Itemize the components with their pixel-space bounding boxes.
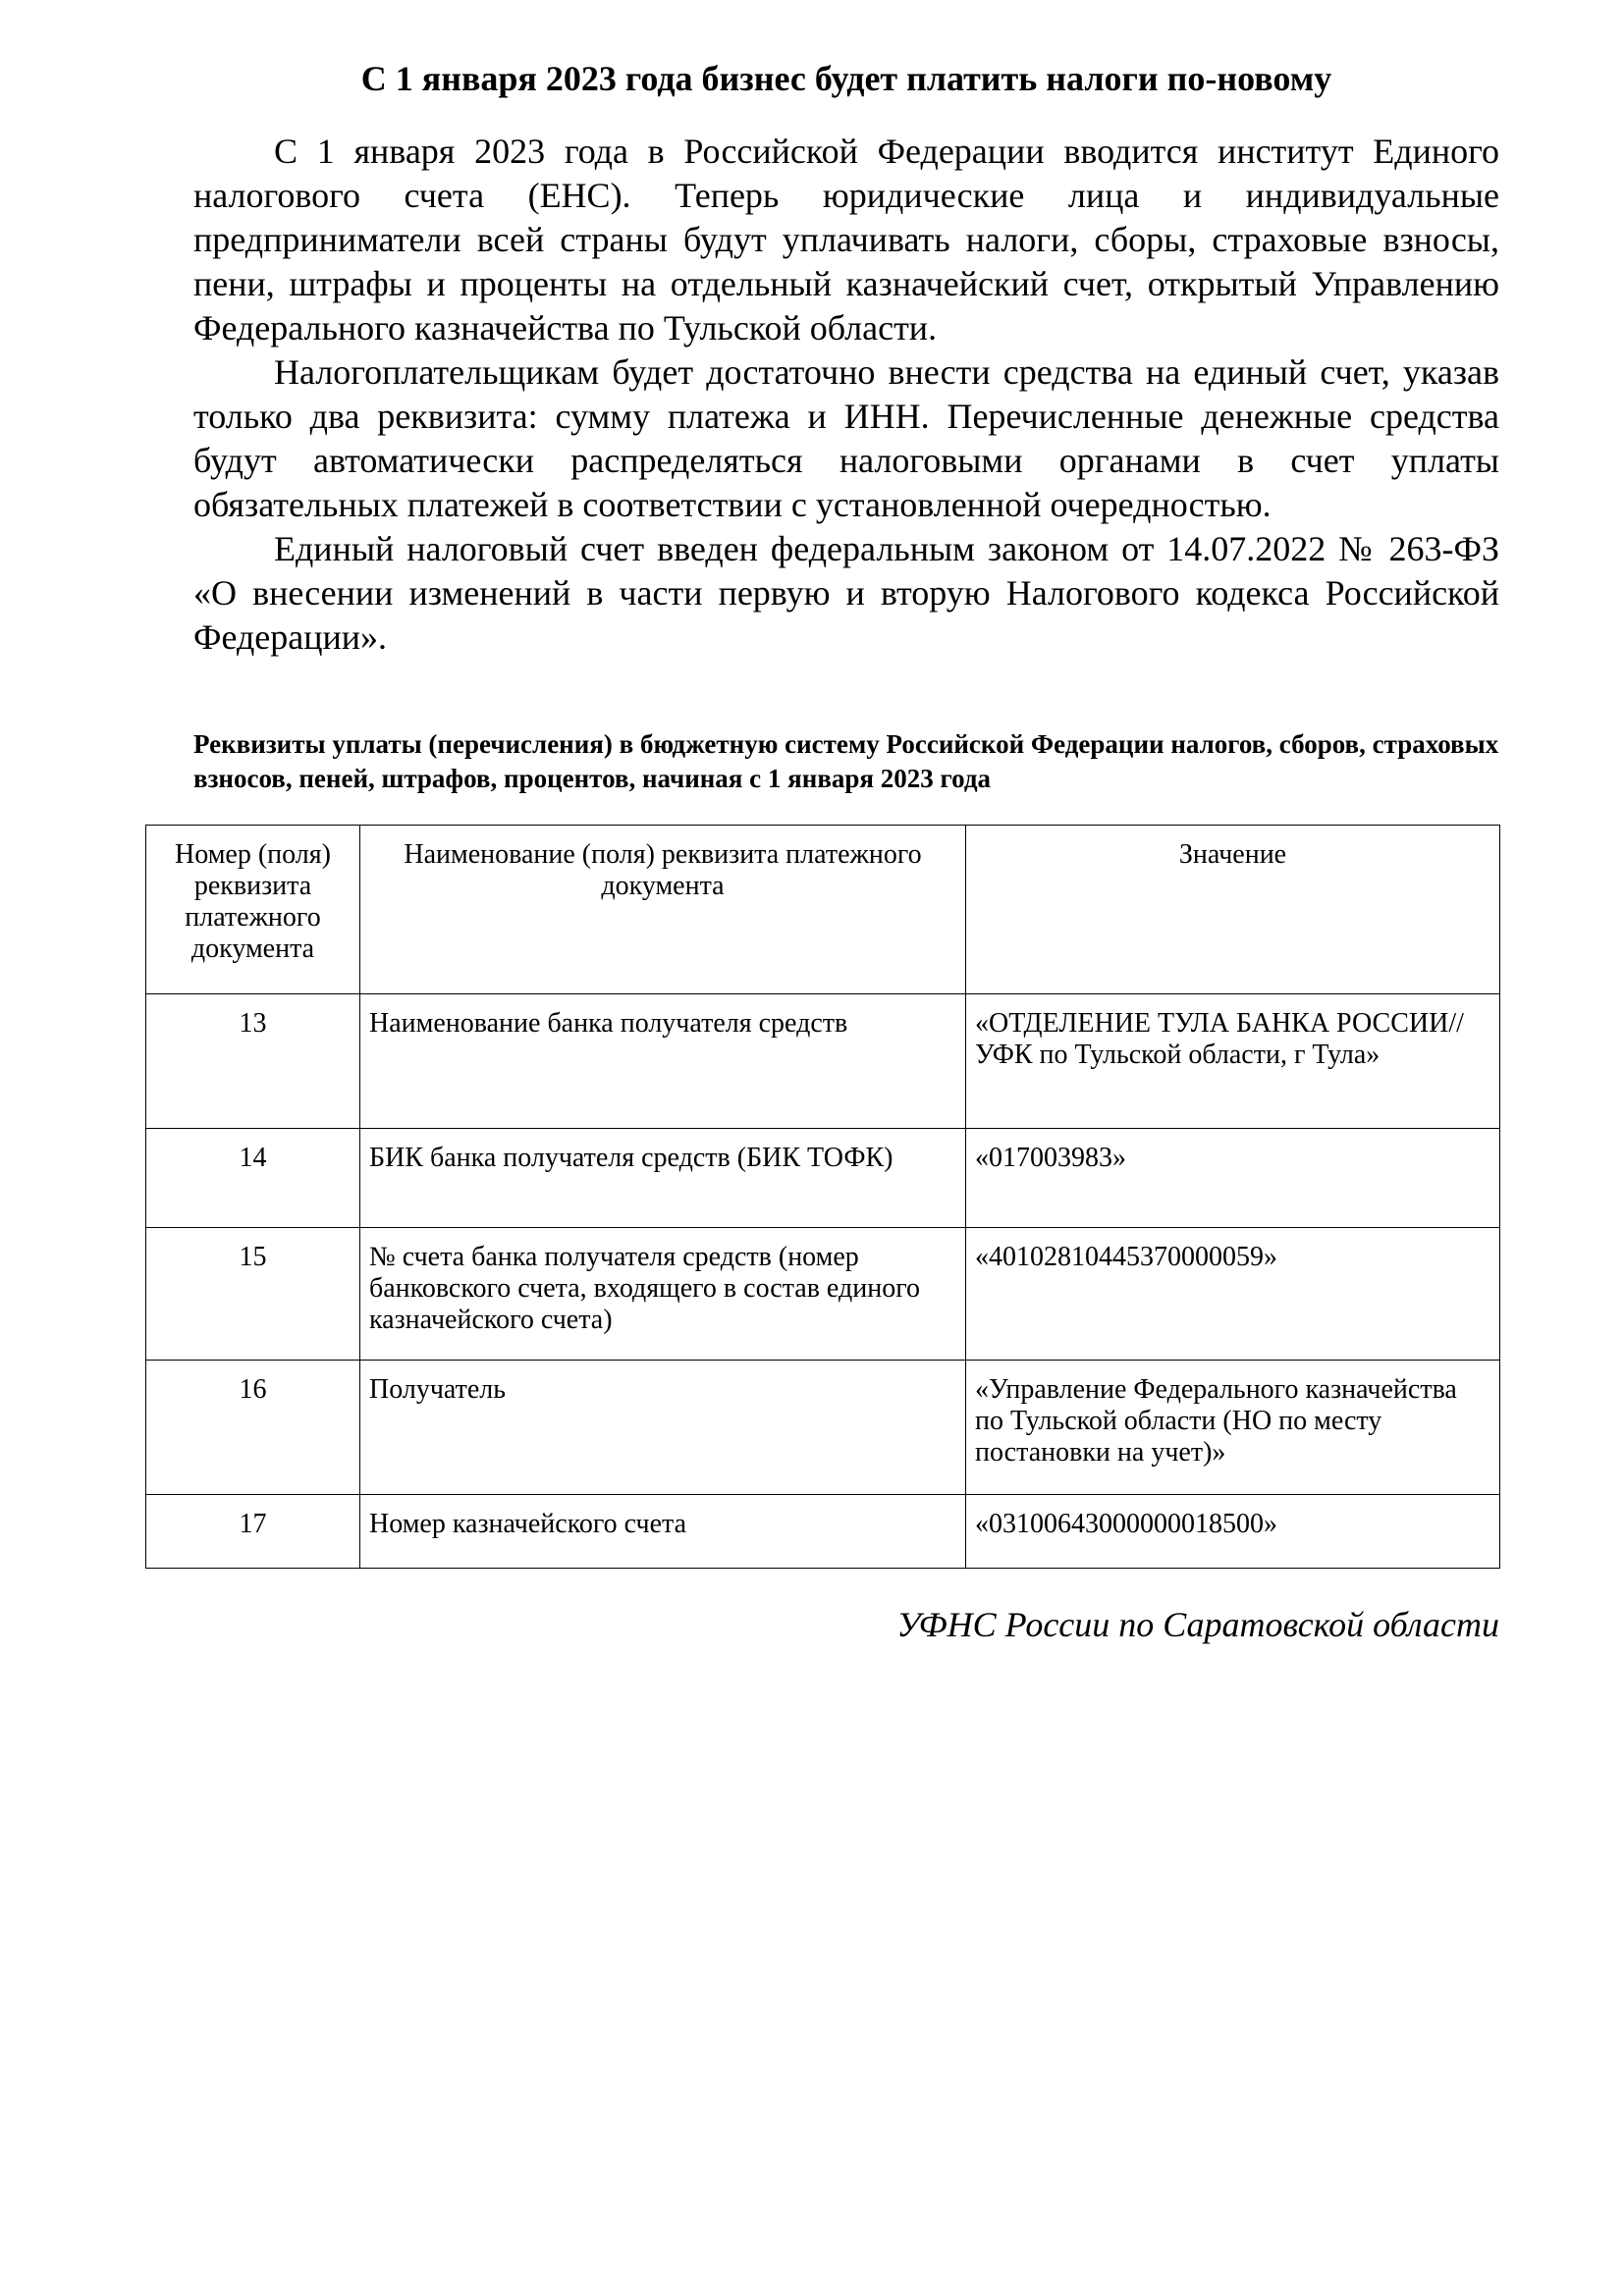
table-row — [146, 1228, 1500, 1361]
cell-field-number: 16 — [146, 1361, 360, 1495]
header-value: Значение — [966, 826, 1500, 994]
payment-requisites-table — [145, 825, 1500, 1569]
cell-field-name: Номер казначейского счета — [360, 1495, 966, 1569]
cell-value: «40102810445370000059» — [966, 1228, 1500, 1361]
cell-field-name: Наименование банка получателя средств — [360, 994, 966, 1129]
paragraph-ens-introduction: С 1 января 2023 года в Российской Федерации вводится институт Единого налогового счета (ЕНС). Теперь юридические лица и индивидуальные предприниматели всей страны будут уплачивать налоги, сборы, страховые взносы, пени, штрафы и проценты на отдельный казначейский счет, открытый Управлению Федерального казначейства по Тульской области. — [193, 132, 1499, 347]
table-row — [146, 1495, 1500, 1569]
document-title: С 1 января 2023 года бизнес будет платить налоги по-новому — [360, 59, 1332, 98]
signature-issuer: УФНС России по Саратовской области — [896, 1605, 1499, 1644]
cell-field-number: 14 — [146, 1129, 360, 1228]
cell-field-name: БИК банка получателя средств (БИК ТОФК) — [360, 1129, 966, 1228]
article-body — [193, 130, 1499, 660]
cell-value: «ОТДЕЛЕНИЕ ТУЛА БАНКА РОССИИ//УФК по Тульской области, г Тула» — [966, 994, 1500, 1129]
cell-value: «Управление Федерального казначейства по Тульской области (НО по месту постановки на учет)» — [966, 1361, 1500, 1495]
table-header-row — [146, 826, 1500, 994]
paragraph-payment-requisites: Налогоплательщикам будет достаточно внести средства на единый счет, указав только два реквизита: сумму платежа и ИНН. Перечисленные денежные средства будут автоматически распределяться налоговыми органами в счет уплаты обязательных платежей в соответствии с установленной очередностью. — [193, 352, 1499, 524]
paragraph-federal-law: Единый налоговый счет введен федеральным законом от 14.07.2022 № 263-ФЗ «О внесении изменений в части первую и вторую Налогового кодекса Российской Федерации». — [193, 529, 1499, 657]
cell-field-number: 17 — [146, 1495, 360, 1569]
cell-field-name: № счета банка получателя средств (номер банковского счета, входящего в состав единого казначейского счета) — [360, 1228, 966, 1361]
table-row — [146, 994, 1500, 1129]
cell-field-name: Получатель — [360, 1361, 966, 1495]
cell-value: «03100643000000018500» — [966, 1495, 1500, 1569]
cell-value: «017003983» — [966, 1129, 1500, 1228]
header-field-number: Номер (поля) реквизита платежного документа — [146, 826, 360, 994]
table-row — [146, 1361, 1500, 1495]
header-field-name: Наименование (поля) реквизита платежного документа — [360, 826, 966, 994]
cell-field-number: 13 — [146, 994, 360, 1129]
cell-field-number: 15 — [146, 1228, 360, 1361]
table-caption: Реквизиты уплаты (перечисления) в бюджетную систему Российской Федерации налогов, сборов, страховых взносов, пеней, штрафов, процентов, начиная с 1 января 2023 года — [193, 729, 1499, 793]
table-row — [146, 1129, 1500, 1228]
